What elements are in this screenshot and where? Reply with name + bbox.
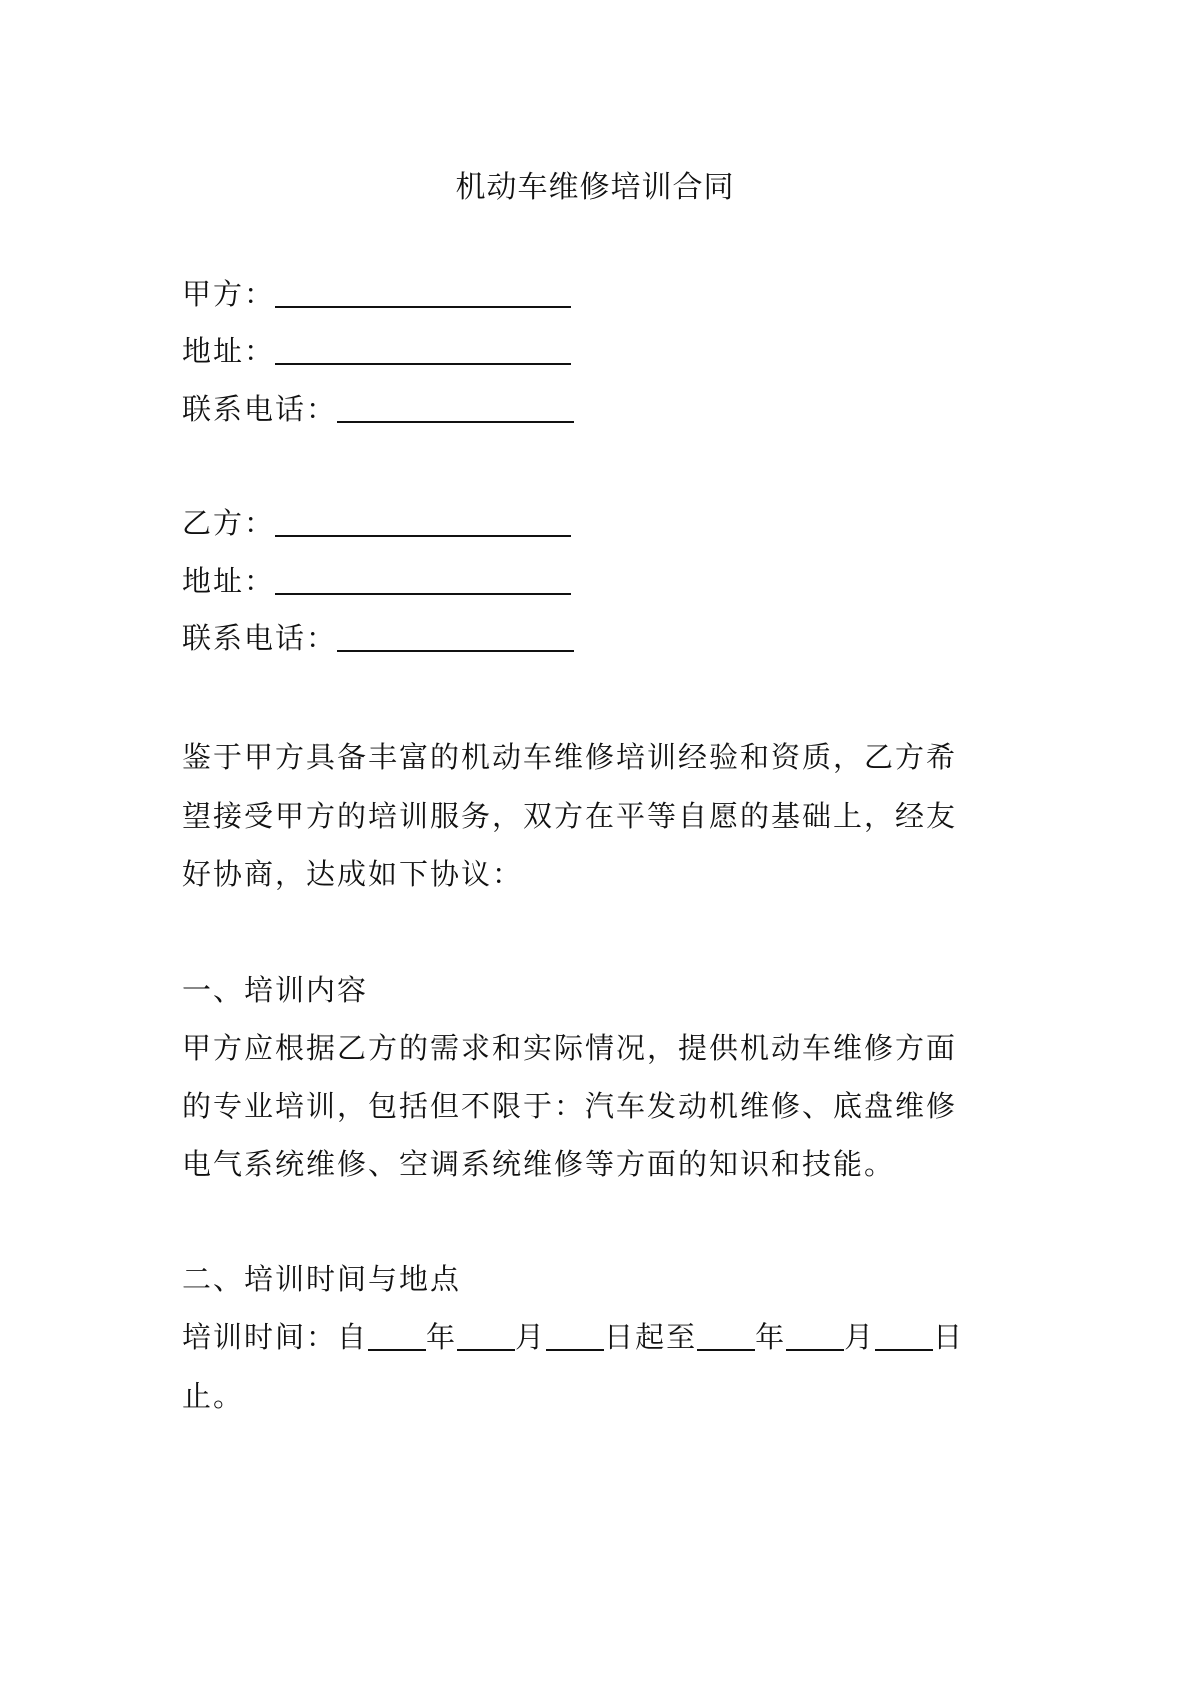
start-day-blank[interactable] [546,1319,604,1351]
party-a-name-field [182,274,571,314]
section-1-heading: 一、培训内容 [182,973,369,1007]
party-a-phone-blank[interactable] [337,391,574,423]
party-b-phone-field [182,618,574,658]
section-2-heading: 二、培训时间与地点 [182,1262,462,1296]
preamble-line-1: 鉴于甲方具备丰富的机动车维修培训经验和资质，乙方希 [182,740,958,774]
day-start-text: 日起至 [604,1320,698,1354]
party-a-name-blank[interactable] [275,276,571,308]
training-time-label: 培训时间： [182,1320,338,1354]
party-a-phone-field [182,389,574,429]
party-b-phone-blank[interactable] [337,620,574,652]
section-1-line-1: 甲方应根据乙方的需求和实际情况，提供机动车维修方面 [182,1031,958,1065]
party-b-address-blank[interactable] [275,563,571,595]
section-1-line-2: 的专业培训，包括但不限于：汽车发动机维修、底盘维修 [182,1089,958,1123]
document-title: 机动车维修培训合同 [455,170,735,205]
party-b-address-label: 地址： [182,564,276,598]
party-b-name-field [182,503,571,543]
end-month-text: 月 [844,1320,876,1354]
end-year-blank[interactable] [697,1319,755,1351]
party-b-name-label: 乙方： [182,506,276,540]
start-year-blank[interactable] [368,1319,426,1351]
from-text: 自 [337,1320,369,1354]
end-month-blank[interactable] [786,1319,844,1351]
party-b-address-field [182,561,571,601]
party-b-name-blank[interactable] [275,505,571,537]
party-a-address-field [182,331,571,371]
training-time-field [182,1317,964,1357]
month-text: 月 [515,1320,547,1354]
party-a-phone-label: 联系电话： [182,392,338,426]
start-month-blank[interactable] [457,1319,515,1351]
section-1-line-3: 电气系统维修、空调系统维修等方面的知识和技能。 [182,1147,896,1181]
preamble-line-2: 望接受甲方的培训服务，双方在平等自愿的基础上，经友 [182,799,958,833]
party-b-phone-label: 联系电话： [182,621,338,655]
party-a-address-blank[interactable] [275,333,571,365]
year-text: 年 [426,1320,458,1354]
end-day-blank[interactable] [875,1319,933,1351]
party-a-address-label: 地址： [182,334,276,368]
training-time-end: 止。 [182,1379,245,1413]
preamble-line-3: 好协商，达成如下协议： [182,857,524,891]
day-end-text: 日 [933,1320,965,1354]
party-a-name-label: 甲方： [182,277,276,311]
end-year-text: 年 [755,1320,787,1354]
